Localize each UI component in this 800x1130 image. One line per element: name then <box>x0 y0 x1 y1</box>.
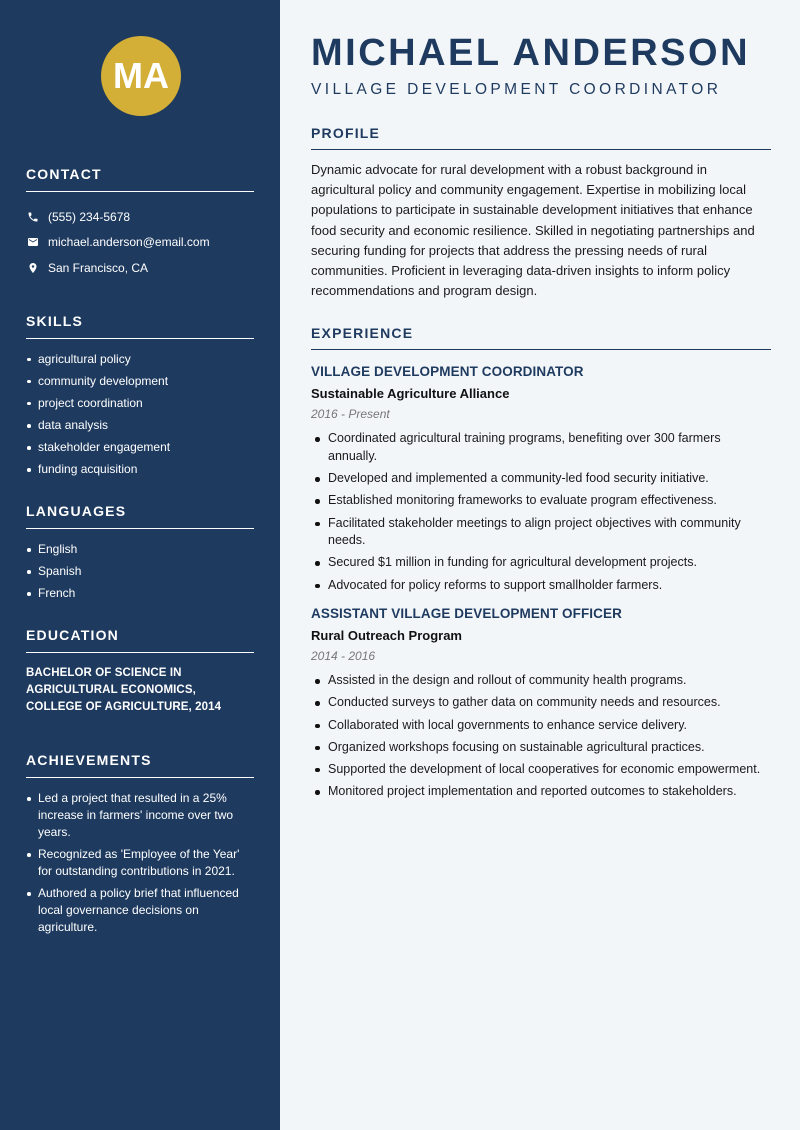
contact-location <box>26 255 254 281</box>
list-item: Collaborated with local governments to enhance service delivery. <box>311 717 771 735</box>
job-bullets <box>311 672 771 801</box>
list-item: agricultural policy <box>26 351 254 368</box>
profile-text: Dynamic advocate for rural development with a robust background in agricultural policy and community engagement. Expertise in mobilizing local populations to participate in sustainable development initiatives that enhance food security and economic resilience. Skilled in negotiating partnerships and securing funding for projects that address the pressing needs of rural communities. Proficient in leveraging data-driven insights to inform policy recommendations and program design. <box>311 162 755 299</box>
languages-list <box>26 541 254 602</box>
list-item: Established monitoring frameworks to evaluate program effectiveness. <box>311 492 771 510</box>
job-title: ASSISTANT VILLAGE DEVELOPMENT OFFICER <box>311 606 622 622</box>
phone-icon <box>26 210 40 224</box>
list-item: Facilitated stakeholder meetings to align project objectives with community needs. <box>311 515 771 550</box>
location-pin-icon <box>26 261 40 275</box>
job-dates: 2016 - Present <box>311 407 390 422</box>
list-item: community development <box>26 373 254 390</box>
list-item: data analysis <box>26 417 254 434</box>
achievements-section <box>26 752 254 936</box>
job-company: Sustainable Agriculture Alliance <box>311 386 510 402</box>
list-item: Monitored project implementation and reported outcomes to stakeholders. <box>311 783 771 801</box>
job-title: VILLAGE DEVELOPMENT COORDINATOR <box>311 364 584 380</box>
job-entry <box>311 364 771 594</box>
list-item: Assisted in the design and rollout of community health programs. <box>311 672 771 690</box>
languages-heading: LANGUAGES <box>26 503 254 529</box>
skills-heading: SKILLS <box>26 313 254 339</box>
sidebar <box>0 0 280 1130</box>
list-item: Recognized as 'Employee of the Year' for outstanding contributions in 2021. <box>26 846 254 880</box>
languages-section <box>26 503 254 602</box>
education-heading: EDUCATION <box>26 627 254 653</box>
avatar <box>101 36 181 116</box>
contact-heading: CONTACT <box>26 166 254 192</box>
mail-icon <box>26 235 40 249</box>
list-item: Advocated for policy reforms to support smallholder farmers. <box>311 577 771 595</box>
list-item: Organized workshops focusing on sustainable agricultural practices. <box>311 739 771 757</box>
profile-section <box>311 125 771 301</box>
list-item: Developed and implemented a community-led food security initiative. <box>311 470 771 488</box>
contact-phone <box>26 204 254 230</box>
main-content <box>280 0 800 1130</box>
experience-heading: EXPERIENCE <box>311 325 771 350</box>
job-entry <box>311 606 771 801</box>
achievements-heading: ACHIEVEMENTS <box>26 752 254 778</box>
contact-email <box>26 230 254 256</box>
list-item: English <box>26 541 254 558</box>
list-item: Spanish <box>26 563 254 580</box>
list-item: Supported the development of local cooperatives for economic empowerment. <box>311 761 771 779</box>
profile-heading: PROFILE <box>311 125 771 150</box>
contact-section <box>26 166 254 281</box>
phone-text[interactable]: (555) 234-5678 <box>48 209 131 224</box>
list-item: stakeholder engagement <box>26 439 254 456</box>
list-item: French <box>26 585 254 602</box>
person-name: MICHAEL ANDERSON <box>311 32 751 74</box>
person-role: VILLAGE DEVELOPMENT COORDINATOR <box>311 81 722 98</box>
list-item: Led a project that resulted in a 25% increase in farmers' income over two years. <box>26 790 254 841</box>
list-item: Coordinated agricultural training programs, benefiting over 300 farmers annually. <box>311 430 771 465</box>
list-item: funding acquisition <box>26 461 254 478</box>
skills-list <box>26 351 254 479</box>
education-entry: BACHELOR OF SCIENCE IN AGRICULTURAL ECONOMICS, COLLEGE OF AGRICULTURE, 2014 <box>26 667 222 714</box>
list-item: Conducted surveys to gather data on community needs and resources. <box>311 694 771 712</box>
skills-section <box>26 313 254 479</box>
list-item: Authored a policy brief that influenced local governance decisions on agriculture. <box>26 885 254 936</box>
job-bullets <box>311 430 771 594</box>
job-dates: 2014 - 2016 <box>311 649 376 664</box>
email-text[interactable]: michael.anderson@email.com <box>48 235 210 250</box>
education-section <box>26 627 254 716</box>
experience-section <box>311 325 771 800</box>
avatar-initials: MA <box>113 55 169 96</box>
location-text: San Francisco, CA <box>48 260 149 275</box>
list-item: project coordination <box>26 395 254 412</box>
achievements-list <box>26 790 254 936</box>
list-item: Secured $1 million in funding for agricultural development projects. <box>311 554 771 572</box>
job-company: Rural Outreach Program <box>311 628 462 644</box>
